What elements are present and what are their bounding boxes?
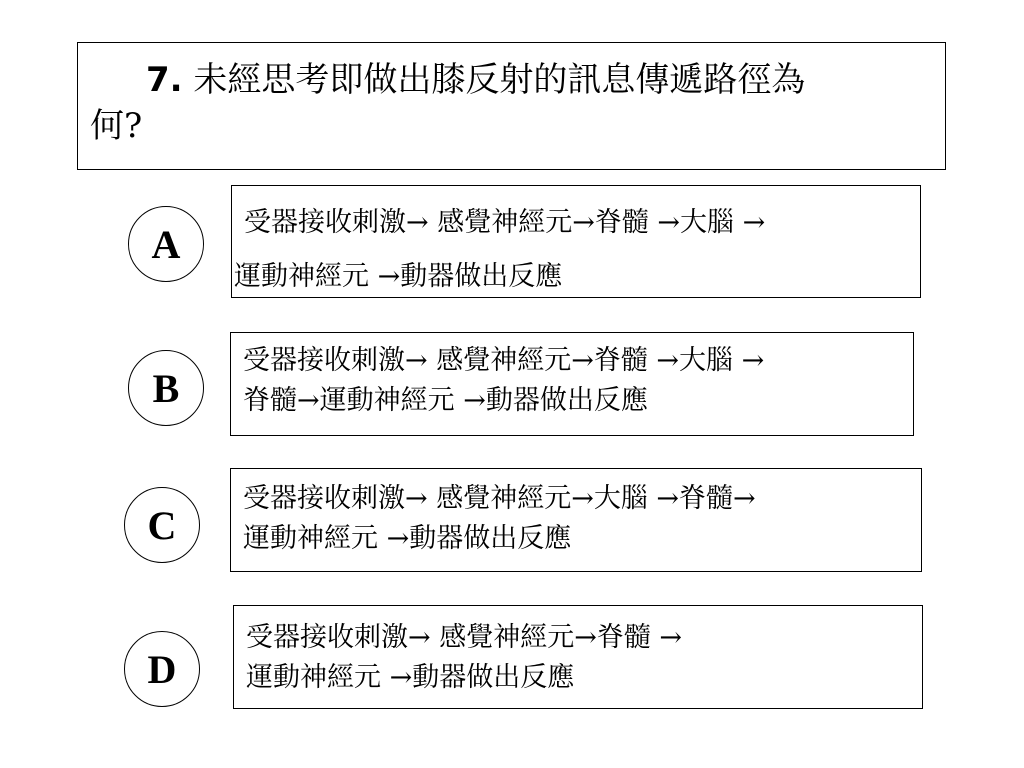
question-box (77, 42, 946, 170)
option-b-line2: 脊髓→運動神經元 →動器做出反應 (243, 385, 648, 416)
option-b-letter[interactable]: B (128, 350, 204, 426)
option-c-line2: 運動神經元 →動器做出反應 (243, 523, 572, 554)
option-a-line2: 運動神經元 →動器做出反應 (234, 261, 563, 292)
option-b-box[interactable] (230, 332, 914, 436)
option-d-line2: 運動神經元 →動器做出反應 (246, 662, 575, 693)
option-c-line1: 受器接收刺激→ 感覺神經元→大腦 →脊髓→ (243, 483, 756, 514)
option-d-letter[interactable]: D (124, 631, 200, 707)
option-a-letter[interactable]: A (128, 206, 204, 282)
option-d-box[interactable] (233, 605, 923, 709)
question-text-line2: 何? (90, 106, 143, 146)
option-d-line1: 受器接收刺激→ 感覺神經元→脊髓 → (246, 622, 683, 653)
option-c-letter[interactable]: C (124, 487, 200, 563)
option-a-line1: 受器接收刺激→ 感覺神經元→脊髓 →大腦 → (244, 207, 766, 238)
option-c-box[interactable] (230, 468, 922, 572)
option-b-line1: 受器接收刺激→ 感覺神經元→脊髓 →大腦 → (243, 345, 765, 376)
question-number: 7. (146, 60, 183, 100)
question-text-line1: 未經思考即做出膝反射的訊息傳遞路徑為 (193, 60, 806, 100)
option-a-box[interactable] (231, 185, 921, 298)
